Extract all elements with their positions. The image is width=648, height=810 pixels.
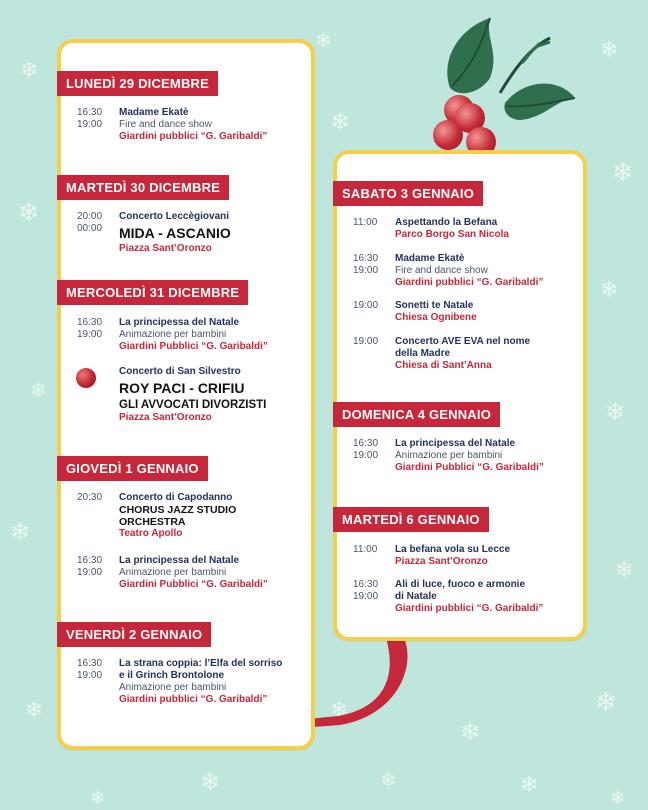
event-title: Concerto Leccègiovani	[119, 211, 230, 222]
event-times: 16:30 19:00	[77, 107, 103, 130]
event-description: Animazione per bambini	[119, 329, 227, 340]
event-title: La principessa del Natale	[119, 317, 240, 328]
schedule-card-left	[57, 39, 315, 750]
event-title: Sonetti te Natale	[395, 300, 474, 311]
event-title: Aspettando la Befana	[395, 217, 498, 228]
snowflake-icon: ❄	[520, 773, 539, 798]
event-location: Chiesa Ognibene	[395, 312, 477, 323]
event-description: Animazione per bambini	[119, 567, 227, 578]
event-body	[119, 366, 303, 424]
snowflake-icon: ❄	[595, 688, 617, 718]
event-body	[395, 253, 575, 289]
snowflake-icon: ❄	[90, 788, 106, 809]
snowflake-icon: ❄	[315, 28, 332, 52]
event-body	[119, 492, 303, 540]
event-times: 11:00	[353, 544, 378, 555]
event-title: Madame Ekatè	[119, 107, 189, 118]
day-header: LUNEDÌ 29 DICEMBRE	[57, 71, 218, 96]
event-times: 19:00	[353, 336, 379, 347]
event-times: 16:30 19:00	[77, 658, 103, 681]
event-body	[395, 438, 575, 474]
event-location: Giardini pubblici “G. Garibaldi”	[119, 694, 268, 705]
snowflake-icon: ❄	[200, 768, 221, 796]
event-description: Animazione per bambini	[395, 450, 503, 461]
event-location: Giardini pubblici “G. Garibaldi”	[395, 603, 544, 614]
event-body	[119, 107, 303, 143]
event-body	[395, 336, 575, 372]
snowflake-icon: ❄	[600, 38, 619, 63]
schedule-card-right	[333, 150, 587, 641]
event-title: Madame Ekatè	[395, 253, 465, 264]
snowflake-icon: ❄	[330, 698, 349, 723]
event-times: 16:30 19:00	[353, 579, 379, 602]
event-location: Parco Borgo San Nicola	[395, 229, 509, 240]
event-title: Concerto di Capodanno	[119, 492, 233, 503]
event-performer: CHORUS JAZZ STUDIO ORCHESTRA	[119, 504, 237, 528]
event-times: 16:30 19:00	[77, 317, 103, 340]
event-location: Giardini Pubblici “G. Garibaldi”	[119, 579, 268, 590]
snowflake-icon: ❄	[612, 158, 634, 188]
ornament-icon	[76, 368, 96, 388]
day-header: MARTEDÌ 6 GENNAIO	[333, 507, 489, 532]
event-times: 20:30	[77, 492, 103, 503]
snowflake-icon: ❄	[18, 198, 40, 228]
event-times: 19:00	[353, 300, 379, 311]
event-title: Ali di luce, fuoco e armonie di Natale	[395, 579, 526, 602]
event-headline-secondary: GLI AVVOCATI DIVORZISTI	[119, 399, 267, 411]
day-header: MARTEDÌ 30 DICEMBRE	[57, 175, 229, 200]
snowflake-icon: ❄	[25, 698, 44, 723]
snowflake-icon: ❄	[600, 278, 619, 303]
event-location: Piazza Sant’Oronzo	[119, 412, 212, 423]
event-times: 16:30 19:00	[353, 438, 379, 461]
snowflake-icon: ❄	[610, 788, 626, 809]
snowflake-icon: ❄	[460, 718, 481, 746]
event-location: Giardini Pubblici “G. Garibaldi”	[395, 462, 544, 473]
event-headline: MIDA - ASCANIO	[119, 225, 231, 241]
event-location: Piazza Sant’Oronzo	[119, 243, 212, 254]
event-title: La strana coppia: l’Elfa del sorriso e il Grinch Brontolone	[119, 658, 283, 681]
event-body	[119, 658, 303, 706]
day-header: SABATO 3 GENNAIO	[333, 181, 483, 206]
snowflake-icon: ❄	[20, 58, 39, 83]
day-header: MERCOLEDÌ 31 DICEMBRE	[57, 280, 248, 305]
event-description: Animazione per bambini	[119, 682, 227, 693]
event-location: Teatro Apollo	[119, 528, 183, 539]
event-body	[395, 300, 575, 324]
event-body	[119, 555, 303, 591]
event-description: Fire and dance show	[395, 265, 488, 276]
event-body	[119, 317, 303, 353]
event-description: Fire and dance show	[119, 119, 212, 130]
event-title: La principessa del Natale	[119, 555, 240, 566]
event-title: Concerto AVE EVA nel nome della Madre	[395, 336, 531, 359]
event-times: 16:30 19:00	[353, 253, 379, 276]
event-title: La principessa del Natale	[395, 438, 516, 449]
day-header: GIOVEDÌ 1 GENNAIO	[57, 456, 208, 481]
event-headline: ROY PACI - CRIFIU	[119, 380, 245, 396]
snowflake-icon: ❄	[30, 378, 47, 402]
event-times: 20:00 00:00	[77, 211, 103, 234]
event-times: 16:30 19:00	[77, 555, 103, 578]
event-title: La befana vola su Lecce	[395, 544, 511, 555]
event-location: Piazza Sant’Oronzo	[395, 556, 488, 567]
event-location: Giardini pubblici “G. Garibaldi”	[395, 277, 544, 288]
snowflake-icon: ❄	[10, 518, 31, 546]
event-location: Giardini pubblici “G. Garibaldi”	[119, 131, 268, 142]
event-body	[395, 217, 575, 241]
berry-icon	[433, 120, 463, 150]
snowflake-icon: ❄	[615, 558, 634, 583]
snowflake-icon: ❄	[380, 768, 397, 792]
event-body	[395, 544, 575, 568]
event-location: Chiesa di Sant’Anna	[395, 360, 492, 371]
event-location: Giardini Pubblici “G. Garibaldi”	[119, 341, 268, 352]
event-times: 11:00	[353, 217, 378, 228]
day-header: DOMENICA 4 GENNAIO	[333, 402, 500, 427]
event-title: Concerto di San Silvestro	[119, 366, 241, 377]
snowflake-icon: ❄	[330, 108, 351, 136]
event-body	[119, 211, 303, 255]
day-header: VENERDÌ 2 GENNAIO	[57, 622, 211, 647]
snowflake-icon: ❄	[605, 398, 626, 426]
event-body	[395, 579, 575, 615]
